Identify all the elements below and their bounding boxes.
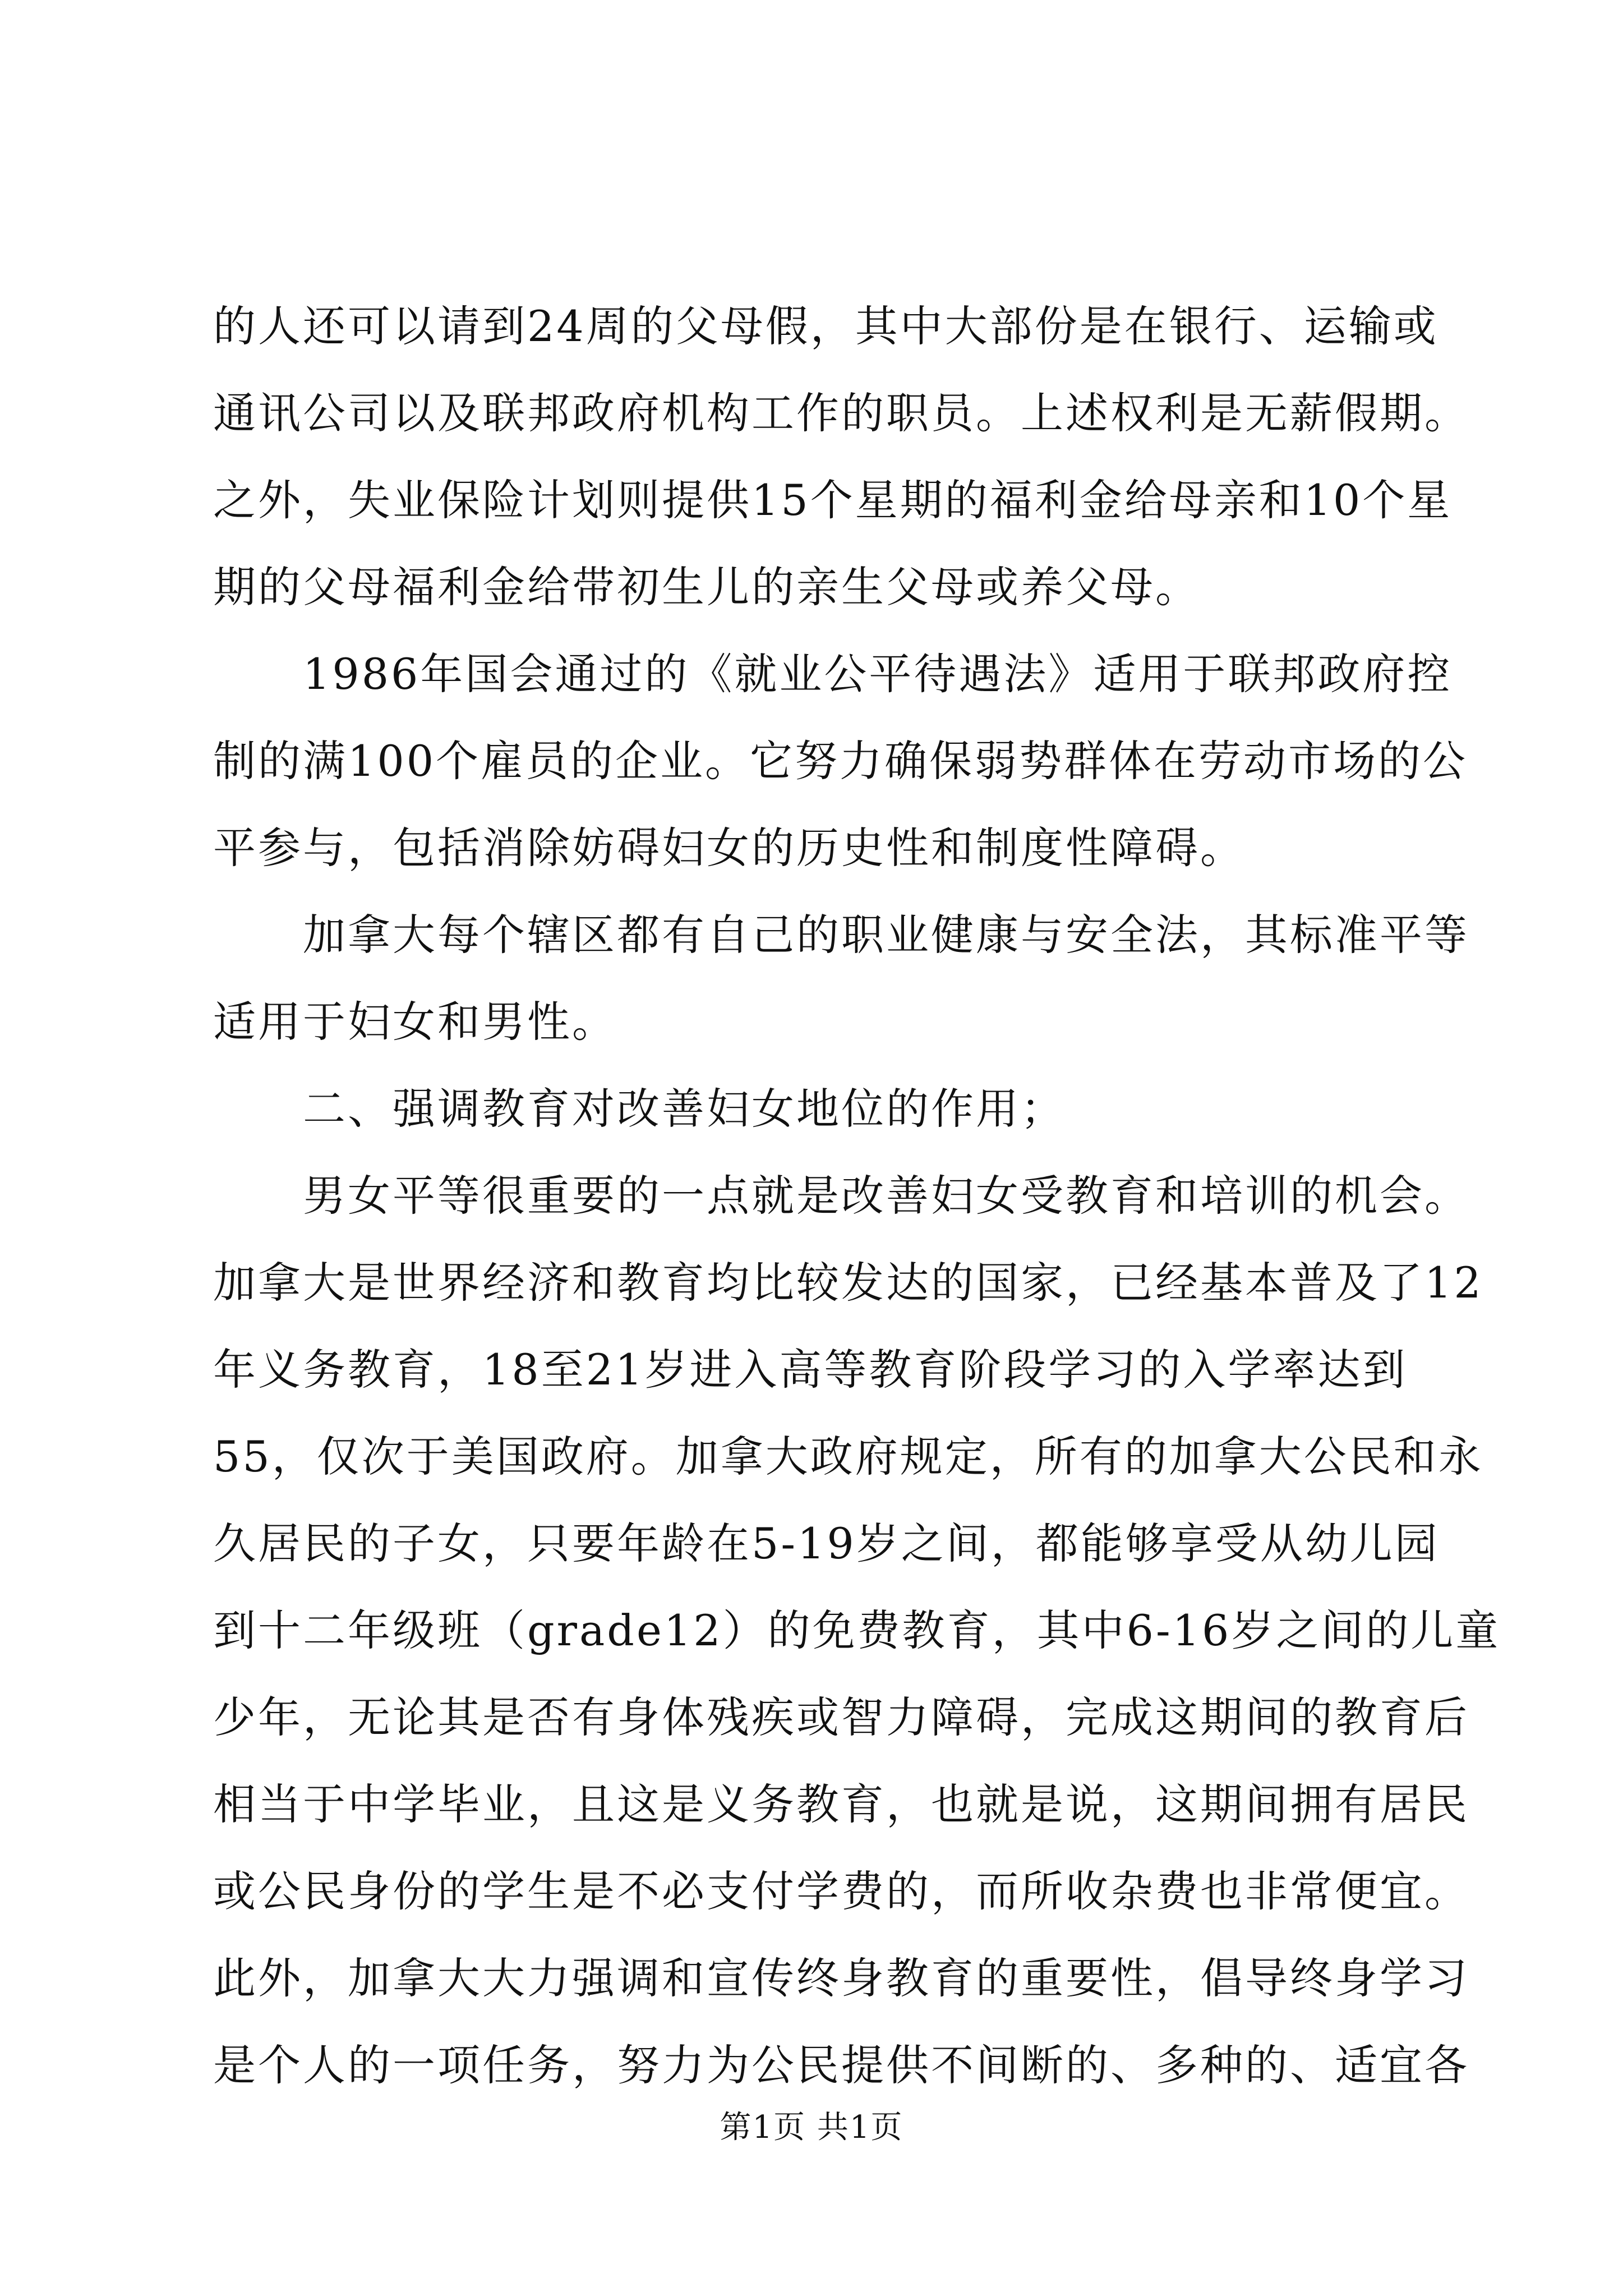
text-line: 是个人的一项任务，努力为公民提供不间断的、多种的、适宜各	[213, 2040, 1469, 2090]
page-footer: 第1页 共1页	[720, 2109, 903, 2146]
text-line: 期的父母福利金给带初生儿的亲生父母或养父母。	[213, 562, 1200, 612]
text-line: 少年，无论其是否有身体残疾或智力障碍，完成这期间的教育后	[213, 1692, 1469, 1742]
section-heading: 二、强调教育对改善妇女地位的作用；	[303, 1084, 1066, 1134]
text-line: 相当于中学毕业，且这是义务教育，也就是说，这期间拥有居民	[213, 1779, 1469, 1829]
paragraph-first-line: 男女平等很重要的一点就是改善妇女受教育和培训的机会。	[303, 1171, 1469, 1221]
text-line: 到十二年级班（grade12）的免费教育，其中6-16岁之间的儿童	[213, 1605, 1501, 1655]
text-line: 55，仅次于美国政府。加拿大政府规定，所有的加拿大公民和永	[213, 1432, 1483, 1481]
text-line: 加拿大是世界经济和教育均比较发达的国家，已经基本普及了12	[213, 1258, 1483, 1308]
text-line: 或公民身份的学生是不必支付学费的，而所收杂费也非常便宜。	[213, 1866, 1469, 1916]
text-line: 适用于妇女和男性。	[213, 997, 617, 1047]
text-line: 久居民的子女，只要年龄在5-19岁之间，都能够享受从幼儿园	[213, 1519, 1440, 1568]
text-line: 年义务教育，18至21岁进入高等教育阶段学习的入学率达到	[213, 1345, 1408, 1395]
text-line: 通讯公司以及联邦政府机构工作的职员。上述权利是无薪假期。	[213, 388, 1469, 438]
text-line: 之外，失业保险计划则提供15个星期的福利金给母亲和10个星	[213, 475, 1453, 525]
text-line: 制的满100个雇员的企业。它努力确保弱势群体在劳动市场的公	[213, 736, 1468, 786]
paragraph-first-line: 加拿大每个辖区都有自己的职业健康与安全法，其标准平等	[303, 910, 1469, 960]
text-line: 此外，加拿大大力强调和宣传终身教育的重要性，倡导终身学习	[213, 1953, 1469, 2003]
text-line: 平参与，包括消除妨碍妇女的历史性和制度性障碍。	[213, 823, 1245, 873]
text-line: 的人还可以请到24周的父母假，其中大部份是在银行、运输或	[213, 301, 1438, 351]
paragraph-first-line: 1986年国会通过的《就业公平待遇法》适用于联邦政府控	[303, 649, 1453, 699]
